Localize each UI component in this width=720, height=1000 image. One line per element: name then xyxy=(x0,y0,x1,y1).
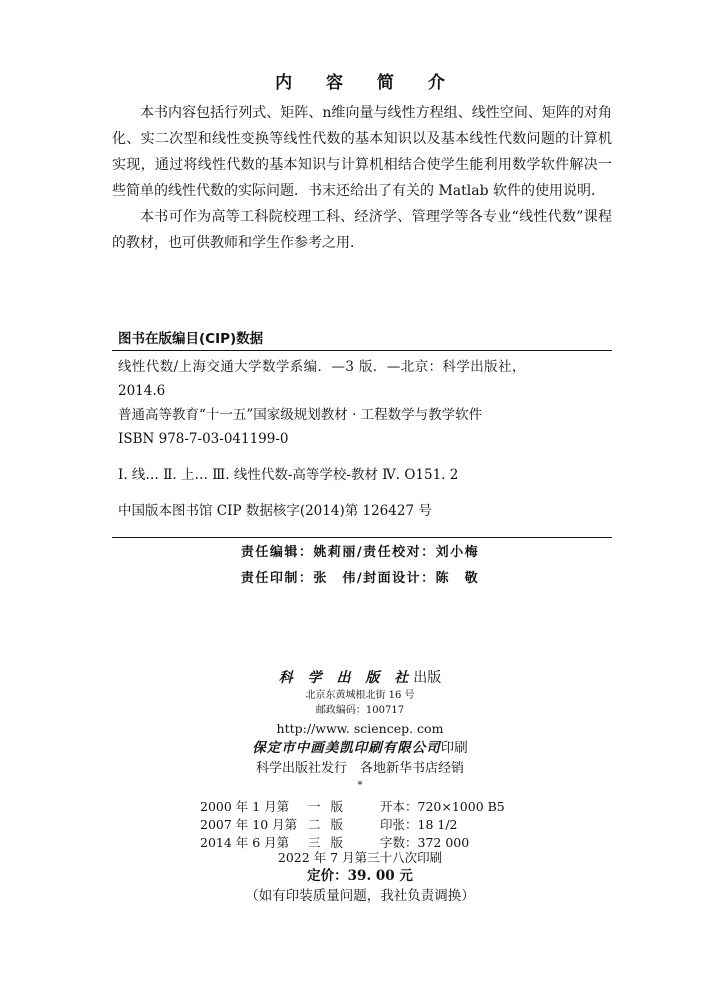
quality-note: （如有印装质量问题，我社负责调换） xyxy=(245,888,475,904)
publisher-url: http://www. sciencep. com xyxy=(276,721,444,736)
edition-row xyxy=(200,798,540,816)
cip-line-record-number: 中国版本图书馆 CIP 数据核字(2014)第 126427 号 xyxy=(118,503,432,519)
edition-number: 三版 xyxy=(308,835,354,850)
edition-number: 二版 xyxy=(308,817,354,832)
cip-top-rule xyxy=(112,350,612,351)
reprint-line: 2022 年 7 月第三十八次印刷 xyxy=(277,850,443,865)
publisher-name: 科 学 出 版 社 xyxy=(278,670,414,686)
edition-row xyxy=(200,816,540,834)
price: 定价：39. 00 元 xyxy=(307,868,413,884)
cip-line-series: 普通高等教育“十一五”国家级规划教材 · 工程数学与教学软件 xyxy=(118,407,483,423)
intro-body xyxy=(112,100,612,256)
publisher-postcode: 邮政编码：100717 xyxy=(315,705,405,716)
credits-editors: 责任编辑：姚莉丽/责任校对：刘小梅 xyxy=(240,545,480,560)
edition-info: 开本：720×1000 B5 xyxy=(380,799,505,814)
edition-date: 2014 年 6 月第 xyxy=(200,835,290,850)
cip-block xyxy=(118,355,606,523)
cip-line-isbn: ISBN 978-7-03-041199-0 xyxy=(118,431,289,447)
footer xyxy=(0,849,720,906)
distribution-line: 科学出版社发行 各地新华书店经销 xyxy=(255,761,464,776)
credits-production: 责任印制：张 伟/封面设计：陈 敬 xyxy=(240,571,480,586)
edition-date: 2007 年 10 月第 xyxy=(200,817,298,832)
cip-line-title: 线性代数/上海交通大学数学系编．—3 版．—北京：科学出版社， xyxy=(118,359,526,375)
printer-suffix: 印刷 xyxy=(440,740,468,756)
edition-date: 2000 年 1 月第 xyxy=(200,799,290,814)
edition-number: 一版 xyxy=(308,799,354,814)
cip-line-classification: Ⅰ. 线… Ⅱ. 上… Ⅲ. 线性代数-高等学校-教材 Ⅳ. O151. 2 xyxy=(118,467,459,483)
publisher-address: 北京东黄城根北街 16 号 xyxy=(305,690,415,701)
edition-info: 印张：18 1/2 xyxy=(380,817,458,832)
printer-line xyxy=(0,738,720,759)
cip-bottom-rule xyxy=(112,537,612,538)
publisher-name-suffix: 出版 xyxy=(413,670,442,686)
publisher-info xyxy=(0,668,720,793)
publisher-name-line xyxy=(0,668,720,688)
edition-info: 字数：372 000 xyxy=(380,835,470,850)
cip-line-date: 2014.6 xyxy=(118,383,166,399)
intro-paragraph-2: 本书可作为高等工科院校理工科、经济学、管理学等各专业“线性代数”课程的教材，也可供教师和学生作参考之用． xyxy=(112,209,612,251)
intro-paragraph-1: 本书内容包括行列式、矩阵、n维向量与线性方程组、线性空间、矩阵的对角化、实二次型和线性变换等线性代数的基本知识以及基本线性代数问题的计算机实现，通过将线性代数的基本知识与计算机相结合使学生能利用数学软件解决一些简单的线性代数的实际问题．书末还给出了有关的 Matlab 软件的使用说明． xyxy=(112,105,612,199)
intro-title: 内 容 简 介 xyxy=(275,73,459,93)
credits xyxy=(0,540,720,592)
edition-table xyxy=(200,798,540,852)
printer-name: 保定市中画美凯印刷有限公司 xyxy=(252,740,441,756)
separator-star: * xyxy=(357,780,363,791)
cip-title: 图书在版编目(CIP)数据 xyxy=(118,331,264,347)
